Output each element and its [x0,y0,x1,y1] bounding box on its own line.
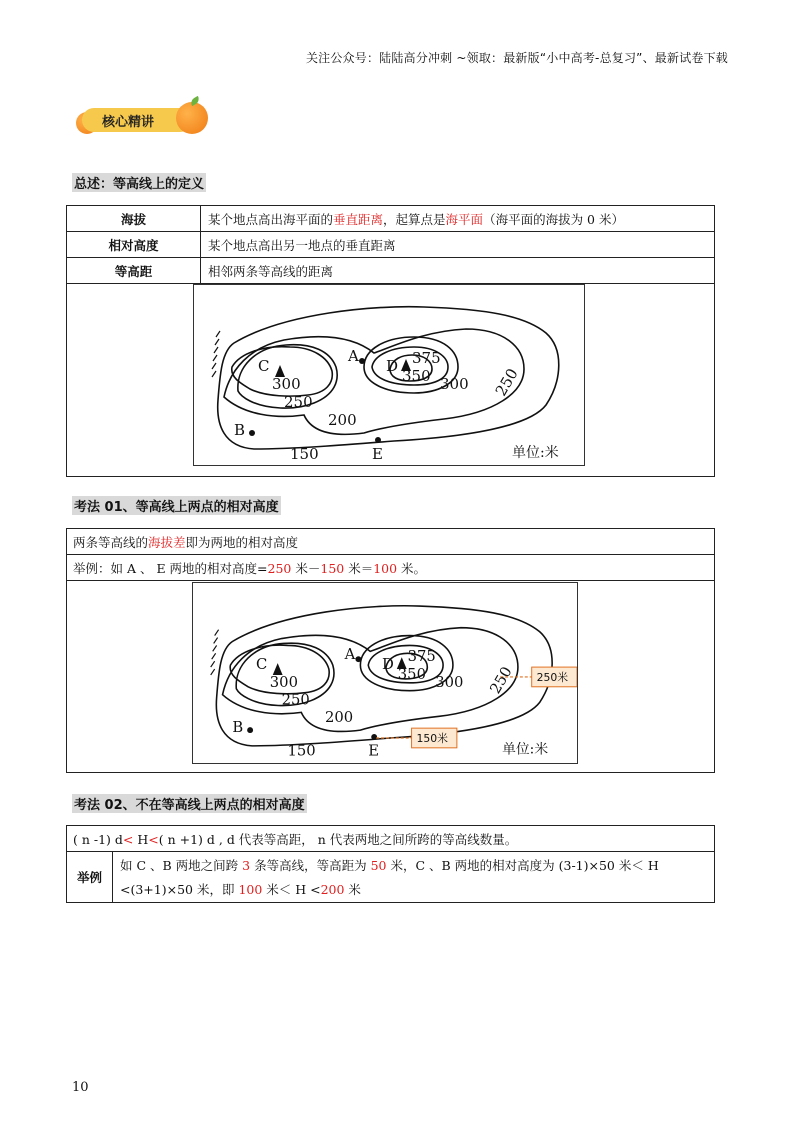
contour-map-svg [194,285,584,465]
method2-row1: ( n -1) d< H<( n +1) d , d 代表等高距， n 代表两地之间所跨的等高线数量。 [73,832,518,847]
contour-c300: 300 [269,673,298,691]
label-b: B [234,421,246,439]
label-c: C [258,357,270,375]
contour-d375: 375 [412,349,441,367]
contour-c150: 150 [290,445,319,463]
contour-map-1 [193,284,585,466]
label-a: A [344,646,356,664]
row-relative-height-text: 某个地点高出另一地点的垂直距离 [208,238,396,253]
method1-row2: 举例：如 A 、 E 两地的相对高度=250 米－150 米＝100 米。 [73,561,427,576]
label-b: B [232,719,244,737]
section2-title: 考法 01、等高线上两点的相对高度 [72,496,281,515]
label-e: E [368,742,380,760]
method1-row1: 两条等高线的海拔差即为两地的相对高度 [73,535,299,550]
label-a: A [348,347,359,365]
section3-title: 考法 02、不在等高线上两点的相对高度 [72,794,307,813]
core-badge [76,98,206,138]
contour-c300: 300 [272,375,301,393]
page-header: 关注公众号：陆陆高分冲刺 ~领取：最新版“小中高考-总复习”、最新试卷下载 [305,51,728,65]
callout-250-label: 250米 [536,670,569,684]
section1-title: 总述：等高线上的定义 [72,173,206,192]
label-e: E [372,445,383,463]
page-number: 10 [72,1080,89,1095]
contour-o250: 250 [486,663,516,697]
point-e [371,734,377,740]
point-b [247,727,253,733]
contour-d350: 350 [397,665,426,683]
contour-d300: 300 [440,375,469,393]
contour-c200: 200 [324,709,354,727]
point-b [249,430,255,436]
label-d: D [382,656,394,674]
method2-table [66,825,715,903]
contour-d300: 300 [435,673,464,691]
contour-c250: 250 [284,393,313,411]
example-line2: <(3+1)×50 米，即 100 米＜ H <200 米 [120,882,361,897]
contour-d350: 350 [402,367,431,385]
point-e [375,437,381,443]
contour-map-svg [193,583,577,763]
contour-d375: 375 [407,648,436,666]
contour-c200: 200 [328,411,357,429]
label-d: D [386,357,399,375]
row-label-contour-interval: 等高距 [114,264,153,279]
orange-icon [176,102,208,134]
callout-150-label: 150米 [416,731,449,745]
example-line1: 如 C 、B 两地之间跨 3 条等高线，等高距为 50 米，C 、B 两地的相对高度为 (3-1)×50 米＜ H [120,858,659,873]
point-a [355,656,361,662]
unit-label: 单位:米 [512,445,559,461]
row-contour-interval-text: 相邻两条等高线的距离 [208,264,334,279]
contour-c150: 150 [287,742,316,760]
row-altitude-text: 某个地点高出海平面的垂直距离，起算点是海平面（海平面的海拔为 0 米） [208,212,624,227]
row-label-relative-height: 相对高度 [108,238,159,253]
contour-map-2 [192,582,578,764]
unit-label: 单位:米 [502,741,549,758]
example-label: 举例 [76,870,102,885]
point-a [359,358,365,364]
contour-o250: 250 [491,365,522,400]
label-c: C [256,656,268,674]
badge-label: 核心精讲 [102,115,155,130]
row-label-altitude: 海拔 [120,212,146,227]
contour-c250: 250 [281,691,310,709]
